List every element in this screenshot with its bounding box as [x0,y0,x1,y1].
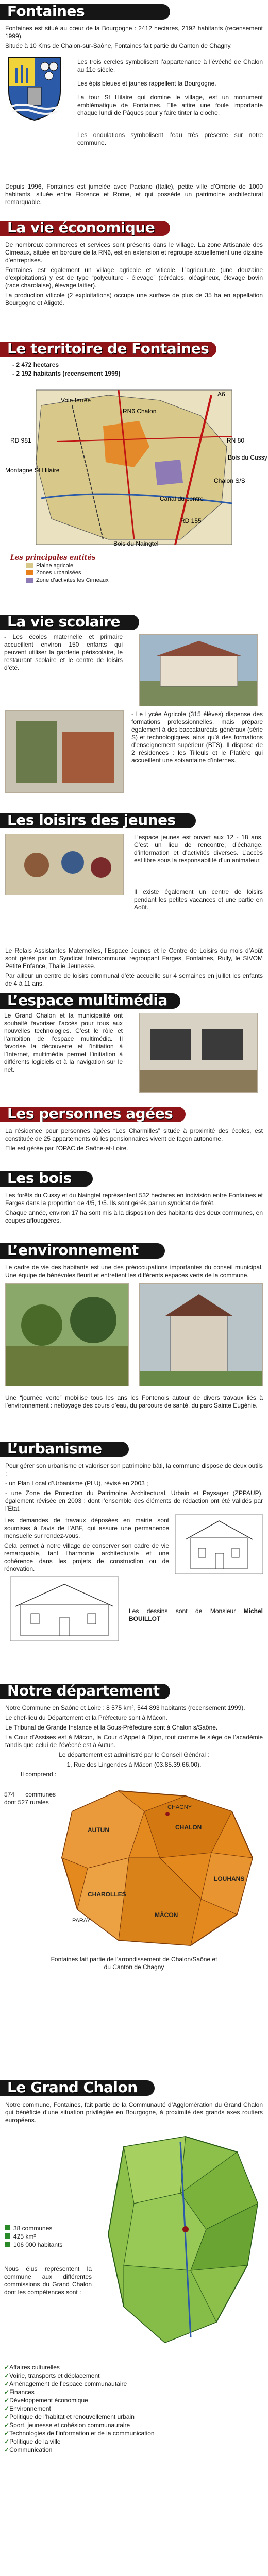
section-scolaire [0,611,268,803]
dept-map [57,1781,263,1951]
legend-label: Zone d’activités les Cirneaux [36,577,109,583]
gc-map [103,2131,263,2348]
section-banner [0,1167,268,1190]
map-label-rd981: RD 981 [10,437,31,444]
urba-text-3: - une Zone de Protection du Patrimoine Architectural, Urbain et Paysager (ZPPAUP), également révisée en 2003 : dont l’ensemble des éléments de rédaction ont été validés par l’État. [5,1489,263,1512]
schools-text: - Les écoles maternelle et primaire accueillent environ 150 enfants qui peuvent utiliser la garderie périscolaire, le restaurant scolaire et le centre de loisirs d’été. [4,633,123,671]
dept-text-3: Le Tribunal de Grande Instance et la Sous-Préfecture sont à Chalon s/Saône. [5,1724,218,1731]
section-banner [0,611,268,633]
section-multimedia [0,989,268,1097]
env-text-1: Le cadre de vie des habitants est une des préoccupations importantes du conseil municipal. Une équipe de bénévoles fleurit et entretient les différents espaces verts de la commune. [5,1264,263,1279]
gc-text-1: Notre commune, Fontaines, fait partie de la Communauté d’Agglomération du Grand Chalon qui bénéficie d’une situation privilégiée en Bourgogne, à proximité des grands axes routiers européens. [5,2101,263,2124]
section-title: Les bois [7,1170,72,1187]
eco-text-1: De nombreux commerces et services sont présents dans le village. La zone Artisanale des Cirneaux, située en bordure de la RN6, est en extension et regroupe actuellement une dizaine d’entreprises. [5,241,263,264]
map-label-rd155: RD 155 [180,517,202,524]
arms-tower-text: La tour St Hilaire qui domine le village, est un monument emblématique de Fontaines. Elle attire une foule importante chaque lundi de Pâques pour y faire tinter la cloche. [77,94,263,116]
gc-competence-item: ✓ Voirie, transports et déplacement [4,2372,262,2380]
drawings-credit [129,1607,263,1623]
section-title: Le Grand Chalon [7,2079,138,2096]
env-photo-1 [5,1283,129,1386]
section-urbanisme [0,1437,268,1643]
map-label-montagne: Montagne St Hilaire [5,467,60,474]
urba-text-4: Les demandes de travaux déposées en mairie sont soumises à l’avis de l’ABF, qui assure une permanence mensuelle sur rendez-vous. [4,1517,169,1539]
gc-competence-item: ✓ Sport, jeunesse et cohésion communautaire [4,2421,262,2429]
map-label-bois-naingtel: Bois du Naingtel [113,540,159,547]
map-label-charolles: CHAROLLES [88,1891,126,1898]
env-photo-2 [139,1283,263,1386]
woods-text-2: Chaque année, environ 17 ha sont mis à la disposition des habitants des deux communes, en coupes affouagères. [5,1209,263,1224]
elderly-text-2: Elle est gérée par l’OPAC de Saône-et-Loire. [5,1145,128,1152]
section-economie [0,216,268,309]
gc-competence-item: ✓ Technologies de l’information et de la communication [4,2430,262,2437]
legend-item [26,570,109,576]
urba-text-2: - un Plan Local d’Urbanisme (PLU), révisé en 2003 ; [5,1480,148,1487]
lycee-photo [5,710,124,793]
section-title: Le territoire de Fontaines [7,340,209,357]
section-fontaines [0,0,268,208]
legend-item [26,577,109,583]
gc-stat-item: 106 000 habitants [5,2241,62,2249]
arms-circles-text: Les trois cercles symbolisent l’appartenance à l’évêché de Chalon au 11e siècle. [77,58,263,73]
gc-competence-item: ✓ Communication [4,2446,262,2454]
summer-centre-text: Par ailleur un centre de loisirs communal d’été accueille sur 4 semaines en juillet les enfants de 4 à 11 ans. [5,972,263,987]
map-label-canal: Canal du centre [160,495,204,502]
dept-text-1: Notre Commune en Saône et Loire : 8 575 km², 544 893 habitants (recensement 1999). [5,1704,245,1711]
map-label-chalon: Chalon S/S [214,477,245,484]
section-title: Fontaines [7,3,85,20]
gc-competence-item: ✓ Développement économique [4,2397,262,2404]
map-legend [10,554,109,584]
section-title: La vie scolaire [7,613,120,630]
gc-stat-item: 38 communes [5,2225,62,2232]
territory-map [5,385,267,550]
coat-of-arms-icon [6,55,63,122]
section-title: Les loisirs des jeunes [7,811,176,828]
section-banner [0,337,268,360]
arms-block [0,52,268,181]
multimedia-photo [139,1013,258,1093]
territory-population: - 2 192 habitants (recensement 1999) [12,370,121,377]
section-loisirs [0,809,268,990]
eco-text-3: La production viticole (2 exploitations) occupe une surface de plus de 35 ha en appellation Bourgogne et Aligoté. [5,292,263,307]
arms-waves-text: Les ondulations symbolisent l’eau très présente sur notre commune. [77,131,263,146]
map-label-voie-ferree: Voie ferrée [61,397,91,404]
dept-comprend: Il comprend : [21,1771,57,1778]
drawing-house-1 [175,1515,263,1574]
dept-text-5: Le département est administré par le Conseil Général : [59,1751,209,1758]
relais-text: Le Relais Assistantes Maternelles, l’Espace Jeunes et le Centre de Loisirs du mois d’Août sont gérés par un Syndicat Intercommunal regroupant Farges, Fontaines, Rully, le SIVOM Petite Enfance, Thalie Jeunesse. [5,947,263,970]
section-banner [0,1680,268,1702]
map-label-bois-cussy: Bois du Cussy [228,454,267,461]
legend-item [26,563,109,569]
map-label-louhans: LOUHANS [214,1875,245,1883]
dept-text-4: La Cour d’Assises est à Mâcon, la Cour d’Appel à Dijon, tout comme le siège de l’académie tandis que celui de l’évêché est à Autun. [5,1734,263,1749]
map-label-chagny: CHAGNY [167,1804,192,1810]
map-label-macon: MÂCON [155,1911,178,1919]
section-agees [0,1103,268,1155]
section-title: L’espace multimédia [7,992,167,1009]
gc-text-2: Nous élus représentent la commune aux différentes commissions du Grand Chalon dont les compétences sont : [4,2265,92,2296]
section-grand-chalon [0,2076,268,2528]
gc-stats [5,2224,62,2249]
map-label-paray: PARAY [72,1918,91,1924]
dept-caption-2: du Canton de Chagny [104,1963,164,1971]
section-banner [0,1239,268,1262]
gc-competence-item: ✓ Politique de la ville [4,2438,262,2446]
legend-swatch [26,578,33,583]
section-banner [0,1437,268,1460]
school-photo [139,634,258,706]
env-text-2: Une “journée verte” mobilise tous les ans les Fontenois autour de divers travaux liés à l’environnement : nettoyage des cours d’eau, du parcours de santé, du parc Sainte Eugénie. [5,1394,263,1409]
section-environnement [0,1239,268,1412]
legend-swatch [26,563,33,568]
legend-title: Les principales entités [10,554,96,562]
intro-text: Fontaines est situé au cœur de la Bourgogne : 2412 hectares, 2192 habitants (recensement 1999). [5,25,263,40]
gc-competence-item: ✓ Environnement [4,2405,262,2413]
gc-competence-item: ✓ Affaires culturelles [4,2364,262,2371]
woods-text-1: Les forêts du Cussy et du Naingtel représentent 532 hectares en indivision entre Fontaines et Farges dans la proportion de 4/5, 1/5. Ils sont gérés par un syndicat de forêt. [5,1192,263,1207]
section-territoire [0,337,268,583]
gc-competence-item: ✓ Finances [4,2388,262,2396]
section-banner [0,809,268,832]
youth-space-text: L’espace jeunes est ouvert aux 12 - 18 ans. C’est un lieu de rencontre, d’échange, d’information et d’activités diverses. L’accès est libre sous la responsabilité d’un animateur. [134,834,263,864]
urba-text-5: Cela permet à notre village de conserver son cadre de vie remarquable, tant l’harmonie architecturale et une cohérence dans les projets de construction ou de rénovation. [4,1542,169,1572]
section-banner [0,1103,268,1125]
gc-stat-item: 425 km² [5,2233,62,2241]
section-title: L’urbanisme [7,1440,102,1457]
drawing-house-2 [10,1577,119,1641]
credit-prefix: Les dessins sont de Monsieur [129,1607,244,1615]
dept-text-2: Le chef-lieu du Département et la Préfecture sont à Mâcon. [5,1714,167,1721]
urba-text-1: Pour gérer son urbanisme et valoriser son patrimoine bâti, la commune dispose de deux outils : [5,1462,263,1477]
section-bois [0,1167,268,1227]
credit-name: Michel BOUILLOT [129,1607,263,1622]
lycee-text: - Le Lycée Agricole (315 élèves) dispense des formations professionnelles, mais prépare également à des baccalauréats généraux (série S) et technologiques, ainsi qu’à des formations d’enseignement supérieur (BTS). Il dispose de 2 résidences : les Tilleuls et le Platière qui accueillent une soixantaine d’internes. [131,710,263,764]
section-title: Notre département [7,1682,160,1699]
section-title: La vie économique [7,219,155,236]
dept-text-6: 1, Rue des Lingendes à Mâcon (03.85.39.66.00). [66,1761,202,1768]
legend-label: Zones urbanisées [36,570,81,576]
gc-competence-item: ✓ Politique de l’habitat et renouvellement urbain [4,2413,262,2421]
youth-photo [5,834,124,895]
map-label-chalon: CHALON [175,1824,202,1831]
section-title: L’environnement [7,1242,139,1259]
multimedia-text: Le Grand Chalon et la municipalité ont souhaité favoriser l’accès pour tous aux nouvelles technologies. C’est le rôle et l’ambition de l’espace multimédia. Il favorise la découverte et l’initiation à l’Internet, multimédia permet l’initiation à différents logiciels et à la navigation sur le net. [4,1012,123,1073]
section-banner [0,0,268,23]
map-label-a6: A6 [217,391,225,398]
arms-ears-text: Les épis bleues et jaunes rappellent la Bourgogne. [77,80,216,87]
territory-area: - 2 472 hectares [12,361,59,368]
legend-label: Plaine agricole [36,563,74,569]
gc-competence-item: ✓ Aménagement de l’espace communautaire [4,2380,262,2388]
intro-text-2: Située à 10 Kms de Chalon-sur-Saône, Fontaines fait partie du Canton de Chagny. [5,42,232,49]
dept-caption-1: Fontaines fait partie de l’arrondissement de Chalon/Saône et [51,1956,217,1963]
section-banner [0,216,268,239]
section-banner [0,989,268,1012]
twinning-text: Depuis 1996, Fontaines est jumelée avec Paciano (Italie), petite ville d’Ombrie de 1000 habitants, située entre Florence et Rome, et qui possède un patrimoine architectural remarquable. [5,183,263,206]
legend-swatch [26,570,33,575]
map-label-autun: AUTUN [88,1826,109,1834]
section-banner [0,2076,268,2099]
map-label-rn6: RN6 Chalon [123,408,157,415]
gc-competences [4,2363,262,2454]
eco-text-2: Fontaines est également un village agricole et viticole. L’agriculture (une douzaine d’exploitations) y est de type “polyculture - élevage” (céréales, oléagineux, élevage bovin (race charolaise), élevage laitier). [5,266,263,289]
elderly-text-1: La résidence pour personnes âgées “Les Charmilles” située à proximité des écoles, est constituée de 25 appartements où les pensionnaires vivent de façon autonome. [5,1127,263,1142]
dept-communes: 574 communes dont 527 rurales [4,1791,56,1806]
map-label-rn80: RN 80 [227,437,245,444]
youth-centre-text: Il existe également un centre de loisirs pendant les petites vacances et une partie en Août. [134,888,263,911]
section-title: Les personnes agées [7,1105,173,1122]
section-departement [0,1680,268,1971]
